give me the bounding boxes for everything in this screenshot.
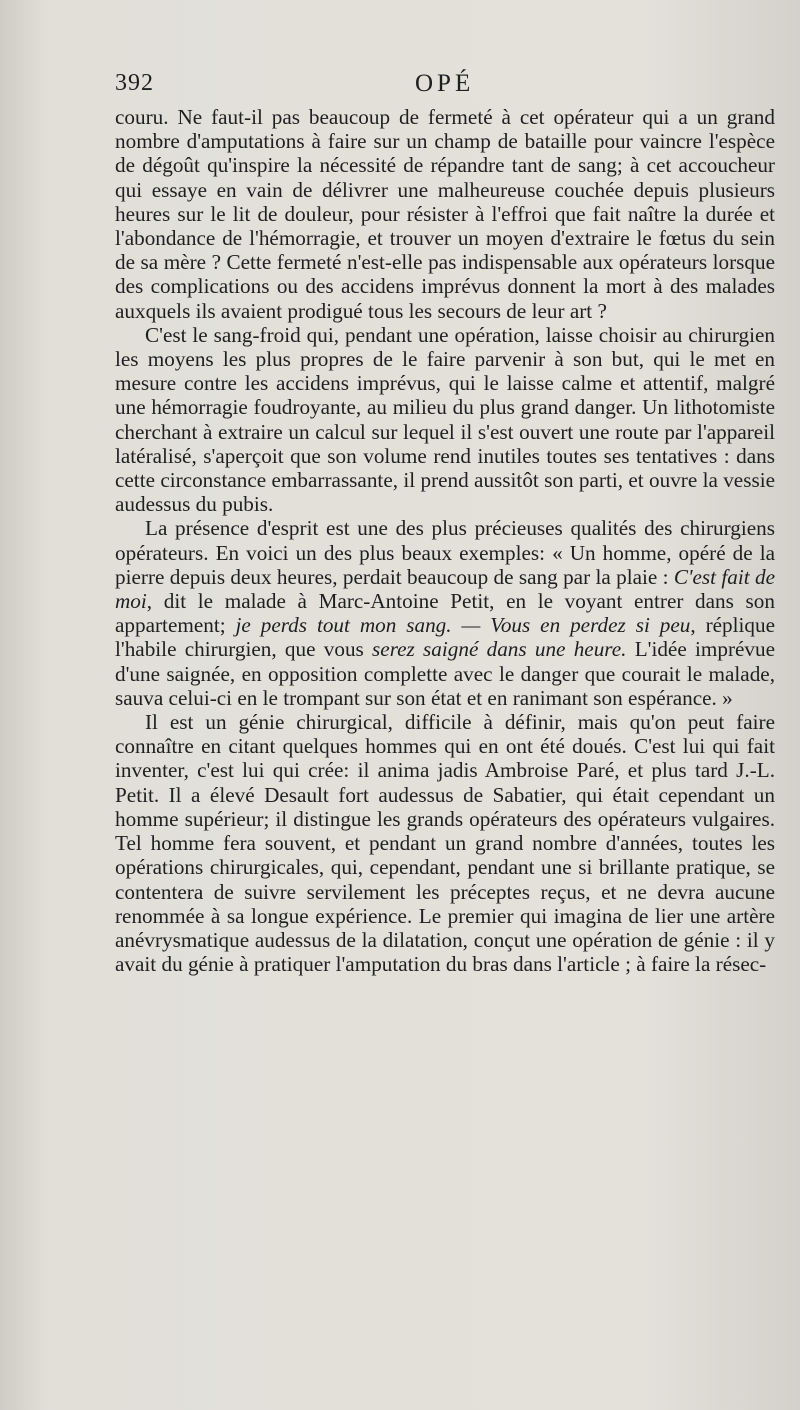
text-segment: couru. Ne faut-il pas beaucoup de fermeté à cet opérateur qui a un grand nombre d'amputations à faire sur un champ de bataille pour vaincre l'espèce de dégoût qu'inspire la nécessité de répandre tant de sang; à cet accoucheur qui essaye en vain de délivrer une malheureuse couchée depuis plusieurs heures sur le lit de douleur, pour résister à l'effroi que fait naître la durée et l'abondance de l'hémorragie, et trouver un moyen d'extraire le fœtus du sein de sa mère ? Cette fermeté n'est-elle pas indispensable aux opérateurs lorsque des complications ou des accidens imprévus donnent la mort à des malades auxquels ils avaient prodigué tous les secours de leur art ?	[115, 105, 775, 323]
italic-text-segment: je perds tout mon sang. — Vous en perdez si peu	[235, 613, 691, 638]
paragraph-3	[115, 516, 775, 710]
paragraph-1	[115, 105, 775, 323]
running-head: OPÉ	[415, 70, 475, 97]
page-header	[115, 70, 775, 110]
italic-text-segment: serez saigné dans une heure.	[372, 637, 627, 662]
text-segment: L'idée imprévue d'une saignée, en opposition complette avec le danger que courait le malade, sauva celui-ci en le trompant sur son état et en ranimant son espérance. »	[115, 637, 775, 710]
text-segment: Il est un génie chirurgical, difficile à définir, mais qu'on peut faire connaître en citant quelques hommes qui en ont été doués. C'est lui qui fait inventer, c'est lui qui crée: il anima jadis Ambroise Paré, et plus tard J.-L. Petit. Il a élevé Desault fort audessus de Sabatier, qui était cependant un homme supérieur; il distingue les grands opérateurs des opérateurs vulgaires. Tel homme fera souvent, et pendant un grand nombre d'années, toutes les opérations chirurgicales, qui, cependant, pendant une si brillante pratique, se contentera de suivre servilement les préceptes reçus, et ne devra aucune renommée à sa longue expérience. Le premier qui imagina de lier une artère anévrysmatique audessus de la dilatation, conçut une opération de génie : il y avait du génie à pratiquer l'amputation du bras dans l'article ; à faire la résec-	[115, 710, 775, 977]
page-number: 392	[115, 70, 154, 96]
body-text	[115, 105, 775, 976]
paragraph-4	[115, 710, 775, 976]
text-segment: , dit le malade à Marc-Antoine Petit, en le voyant entrer dans son appartement;	[115, 589, 775, 638]
text-segment: , réplique l'habile chirurgien, que vous	[115, 613, 775, 662]
text-segment: C'est le sang-froid qui, pendant une opération, laisse choisir au chirurgien les moyens les plus propres de le faire parvenir à son but, qui le met en mesure contre les accidens imprévus, qui le laisse calme et attentif, malgré une hémorragie foudroyante, au milieu du plus grand danger. Un lithotomiste cherchant à extraire un calcul sur lequel il s'est ouvert une route par l'appareil latéralisé, s'aperçoit que son volume rend inutiles toutes ses tentatives : dans cette circonstance embarrassante, il prend aussitôt son parti, et ouvre la vessie audessus du pubis.	[115, 322, 775, 517]
paragraph-2	[115, 323, 775, 517]
italic-text-segment: C'est fait de moi	[115, 564, 775, 614]
text-segment: La présence d'esprit est une des plus précieuses qualités des chirurgiens opérateurs. En voici un des plus beaux exemples: « Un homme, opéré de la pierre depuis deux heures, perdait beaucoup de sang par la plaie :	[115, 516, 775, 589]
